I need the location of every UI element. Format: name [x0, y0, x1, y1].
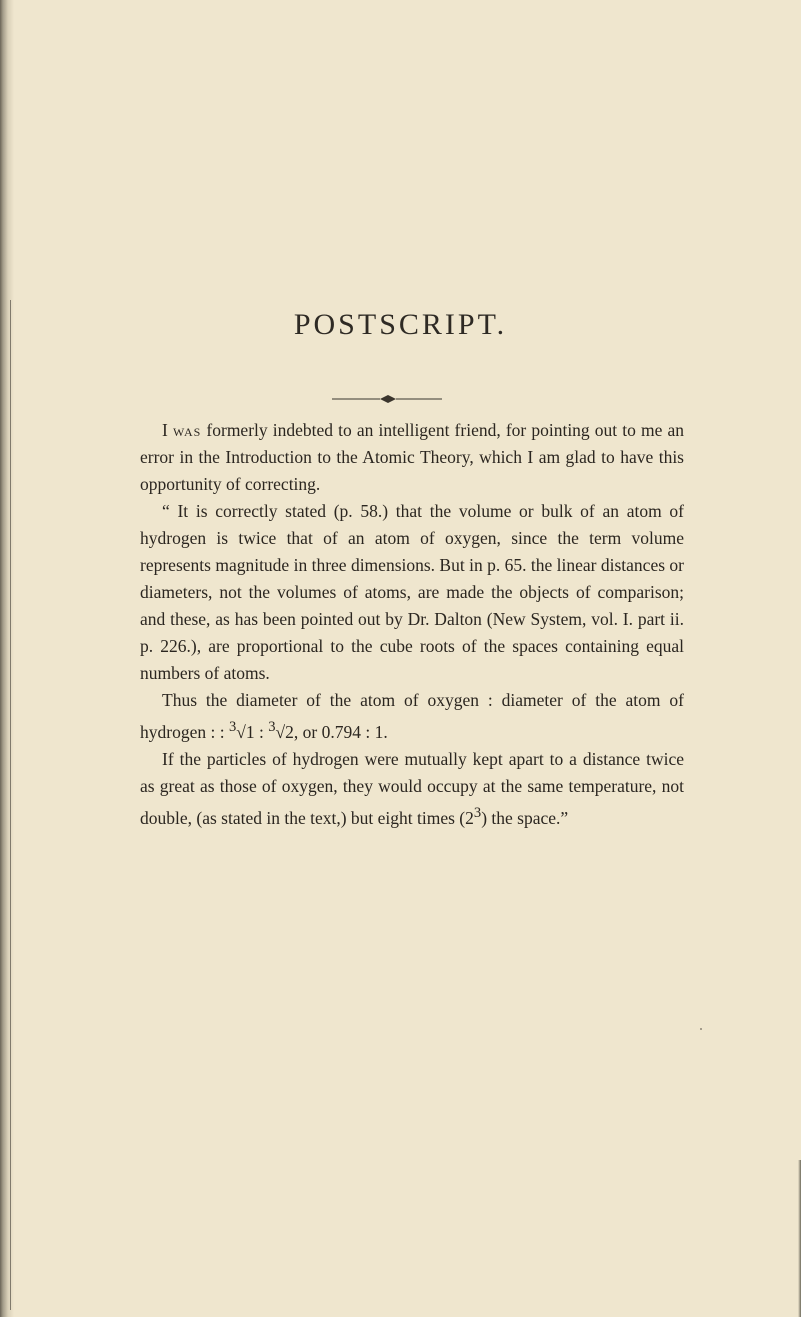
- page-speck: [700, 1028, 702, 1030]
- paragraph-3-ratio: , or 0.794 : 1.: [293, 721, 388, 742]
- cube-root-1: √1: [236, 721, 255, 742]
- exponent: 3: [473, 804, 482, 821]
- paragraph-4-end: ) the space.”: [481, 807, 569, 828]
- paragraph-1-text: formerly indebted to an intelligent friend, for pointing out to me an error in the Introduction to the Atomic Theory, which I am glad to have this opportunity of correcting.: [140, 420, 685, 494]
- paragraph-4: [140, 746, 684, 832]
- paragraph-4-text: If the particles of hydrogen were mutually kept apart to a distance twice as great as those of oxygen, they would occupy at the same temperature, not double, (as stated in the text,) but eight times (2: [140, 748, 684, 828]
- binding-shadow-line: [10, 300, 11, 1310]
- root-index-2: 3: [268, 719, 276, 735]
- lead-small-caps: was: [172, 420, 202, 440]
- paragraph-3: [140, 687, 684, 746]
- paragraph-1: [140, 417, 684, 498]
- ratio-separator: :: [254, 721, 269, 742]
- paragraph-3-text: Thus the diameter of the atom of oxygen : diameter of the atom of hydrogen : :: [140, 690, 684, 742]
- lead-capital: I: [162, 420, 168, 440]
- ornament-divider: [332, 393, 442, 405]
- root-index-1: 3: [228, 719, 237, 735]
- page-binding-edge: [0, 0, 14, 1317]
- postscript-body: [140, 417, 684, 832]
- cube-root-2: √2: [275, 721, 294, 742]
- paragraph-2: “ It is correctly stated (p. 58.) that the volume or bulk of an atom of hydrogen is twice that of an atom of oxygen, since the term volume represents magnitude in three dimensions. But in p. 65. the linear distances or diameters, not the volumes of atoms, are made the objects of comparison; and these, as has been pointed out by Dr. Dalton (New System, vol. I. part ii. p. 226.), are proportional to the cube roots of the spaces containing equal numbers of atoms.: [140, 501, 684, 683]
- page-title: POSTSCRIPT.: [293, 308, 508, 341]
